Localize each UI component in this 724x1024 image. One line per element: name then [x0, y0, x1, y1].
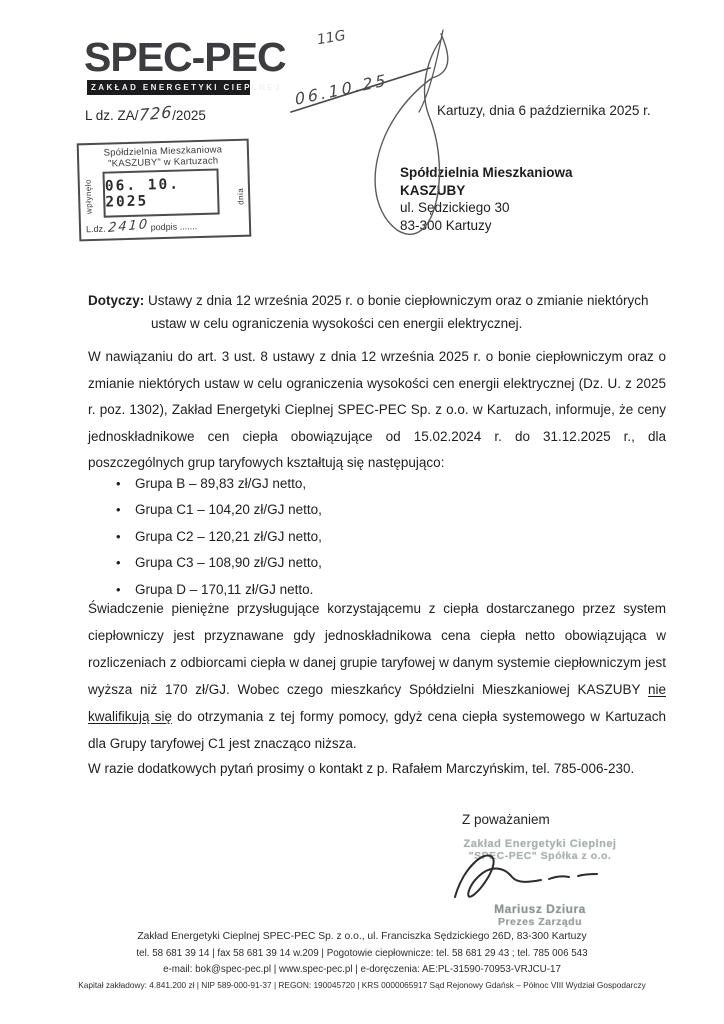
closing-phrase: Z poważaniem [462, 812, 550, 827]
bullet-icon: • [116, 502, 121, 518]
subject-label: Dotyczy: [88, 293, 145, 308]
received-stamp-ldz-handwritten: 2410 [107, 216, 150, 237]
received-stamp-ldz-row [86, 218, 198, 236]
signer-title: Prezes Zarządu [497, 916, 583, 928]
received-stamp-date: 06. 10. 2025 [102, 168, 219, 217]
tariff-item [116, 524, 322, 550]
tariff-item [116, 497, 322, 523]
footer-email-line: e-mail: bok@spec-pec.pl | www.spec-pec.pl | e-doręczenia: AE:PL-31590-70953-VRJCU-17 [163, 964, 561, 975]
subject-text: Ustawy z dnia 12 września 2025 r. o bonie ciepłowniczym oraz o zmianie niektórych ustaw w celu ograniczenia wysokości cen energii elektrycznej. [148, 293, 649, 331]
recipient-name-line1: Spółdzielnia Mieszkaniowa [400, 165, 573, 180]
body-paragraph-1: W nawiązaniu do art. 3 ust. 8 ustawy z dnia 12 września 2025 r. o bonie ciepłowniczym oraz o zmianie niektórych ustaw w celu ograniczenia wysokości cen energii elektrycznej (Dz. U. z 2025 r. poz. 1302), Zakład Energetyki Cieplnej SPEC-PEC Sp. z o.o. w Kartuzach, informuje, że ceny jednoskładnikowe cen ciepła obowiązujące od 15.02.2024 r. do 31.12.2025 r., dla poszczególnych grup taryfowych kształtują się następująco: [88, 349, 666, 471]
recipient-name-line2: KASZUBY [400, 182, 466, 198]
logo-tagline-bar: ZAKŁAD ENERGETYKI CIEPLNEJ [87, 80, 250, 95]
bullet-icon: • [116, 528, 121, 544]
recipient-city: 83-300 Kartuzy [400, 217, 492, 233]
tariff-item-text: Grupa D – 170,11 zł/GJ netto. [135, 581, 314, 597]
tariff-item [116, 471, 322, 497]
footer-phones-line: tel. 58 681 39 14 | fax 58 681 39 14 w.209 | Pogotowie ciepłownicze: tel. 58 681 29 43 ; tel. 785 006 543 [136, 948, 588, 959]
body-paragraph-2 [88, 595, 666, 757]
bullet-icon: • [116, 476, 121, 491]
signer-name: Mariusz Dziura [494, 902, 586, 916]
company-logo [84, 36, 286, 95]
body-paragraph-3: W razie dodatkowych pytań prosimy o kontakt z p. Rafałem Marczyńskim, tel. 785-006-230. [88, 761, 635, 776]
signature-stamp-block [420, 838, 660, 928]
reference-number-line [85, 102, 206, 125]
reference-suffix: /2025 [172, 108, 206, 123]
tariff-item [116, 550, 322, 576]
subject-line [88, 289, 666, 335]
bullet-icon: • [116, 581, 121, 597]
bullet-icon: • [116, 555, 121, 571]
signature-stamp-company-line2: "SPEC-PEC" Spółka z o.o. [468, 850, 612, 862]
handwritten-note: 11G [315, 27, 347, 49]
handwritten-date: 06.10.25 [294, 70, 390, 109]
place-date-line: Kartuzy, dnia 6 października 2025 r. [437, 103, 651, 118]
tariff-list [116, 471, 322, 603]
received-stamp-ldz-label: L.dz. [85, 223, 106, 235]
tariff-item-text: Grupa C2 – 120,21 zł/GJ netto, [135, 528, 322, 544]
paragraph-2-before: Świadczenie pieniężne przysługujące korzystającemu z ciepła dostarczanego przez system ciepłowniczy jest przyznawane gdy jednoskładnikowa cena ciepła netto obowiązująca w rozliczeniach z odbiorcami ciepła w danej grupie taryfowej w danym systemie ciepłowniczym jest wyższa niż 170 zł/GJ. Wobec czego mieszkańcy Spółdzielni Mieszkaniowej KASZUBY [88, 601, 666, 697]
letter-footer [0, 928, 724, 993]
tariff-item-text: Grupa C3 – 108,90 zł/GJ netto, [135, 555, 322, 571]
tariff-item-text: Grupa C1 – 104,20 zł/GJ netto, [135, 502, 322, 518]
signature-stamp-company-line1: Zakład Energetyki Cieplnej [463, 838, 617, 850]
reference-prefix: L dz. ZA/ [85, 108, 139, 123]
received-stamp-podpis-label: podpis ....... [150, 221, 198, 233]
footer-registry-line: Kapitał zakładowy: 4.841.200 zł | NIP 589-000-91-37 | REGON: 190045720 | KRS 0000065917 Sąd Rejonowy Gdańsk – Północ VIII Wydział Gospodarczy [78, 980, 646, 990]
tariff-item-text: Grupa B – 89,83 zł/GJ netto, [135, 476, 307, 491]
recipient-address [400, 164, 573, 234]
received-stamp-left-label: wpłynęło [83, 178, 94, 214]
paragraph-2-underlined-phrase: nie kwalifikują się [88, 682, 666, 724]
received-stamp-org [79, 141, 248, 171]
received-stamp [77, 139, 252, 242]
recipient-street: ul. Sędzickiego 30 [400, 200, 510, 215]
received-stamp-org-line2: "KASZUBY" w Kartuzach [107, 155, 219, 170]
paragraph-2-after: do otrzymania z tej formy pomocy, gdyż cena ciepła systemowego w Kartuzach dla Grupy taryfowej C1 jest znacząco niższa. [88, 709, 666, 751]
reference-handwritten-number: 726 [138, 102, 173, 125]
pen-flourish-tail [419, 30, 443, 112]
footer-address-line: Zakład Energetyki Cieplnej SPEC-PEC Sp. z o.o., ul. Franciszka Sędzickiego 26D, 83-300 Kartuzy [137, 931, 587, 942]
received-stamp-org-line1: Spółdzielnia Mieszkaniowa [103, 144, 223, 159]
received-stamp-right-label: dnia [235, 187, 246, 205]
logo-brand-text: SPEC-PEC [84, 34, 286, 80]
